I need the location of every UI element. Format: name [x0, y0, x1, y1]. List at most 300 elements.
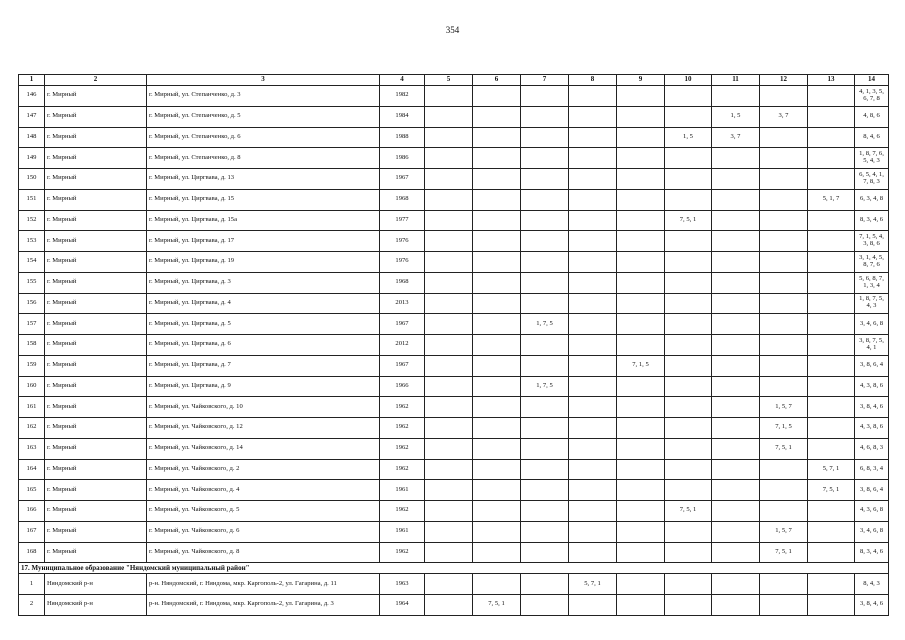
build-year: 1966	[380, 376, 425, 397]
work-period-col-8	[569, 542, 617, 563]
municipality: г. Мирный	[45, 189, 147, 210]
work-period-col-10	[665, 86, 712, 107]
work-period-col-5	[425, 542, 473, 563]
work-period-col-11	[712, 86, 760, 107]
municipality: г. Мирный	[45, 169, 147, 190]
row-number: 148	[19, 127, 45, 148]
column-header-11: 11	[712, 75, 760, 86]
address: г. Мирный, ул. Чайковского, д. 8	[147, 542, 380, 563]
table-row	[19, 459, 889, 480]
work-period-col-12	[760, 595, 808, 616]
address: г. Мирный, ул. Циргвава, д. 15	[147, 189, 380, 210]
build-year: 1986	[380, 148, 425, 169]
work-period-col-6	[473, 293, 521, 314]
address: г. Мирный, ул. Чайковского, д. 2	[147, 459, 380, 480]
work-period-col-10	[665, 574, 712, 595]
work-period-col-5	[425, 335, 473, 356]
row-number: 161	[19, 397, 45, 418]
row-number: 158	[19, 335, 45, 356]
work-period-col-6	[473, 335, 521, 356]
work-period-col-10	[665, 231, 712, 252]
work-period-col-7	[521, 355, 569, 376]
address: г. Мирный, ул. Циргвава, д. 4	[147, 293, 380, 314]
build-year: 1964	[380, 595, 425, 616]
work-period-col-8	[569, 231, 617, 252]
address: г. Мирный, ул. Циргвава, д. 6	[147, 335, 380, 356]
table-row	[19, 438, 889, 459]
work-period-col-14: 3, 8, 4, 6	[855, 397, 889, 418]
work-period-col-11: 3, 7	[712, 127, 760, 148]
build-year: 1962	[380, 418, 425, 439]
work-period-col-12	[760, 252, 808, 273]
work-period-col-11	[712, 574, 760, 595]
work-period-col-5	[425, 376, 473, 397]
work-period-col-5	[425, 252, 473, 273]
work-period-col-13	[808, 376, 855, 397]
work-period-col-9	[617, 542, 665, 563]
work-period-col-10	[665, 335, 712, 356]
work-period-col-12: 1, 5, 7	[760, 397, 808, 418]
work-period-col-13	[808, 521, 855, 542]
table-row	[19, 210, 889, 231]
work-period-col-8	[569, 272, 617, 293]
work-period-col-7	[521, 86, 569, 107]
work-period-col-9	[617, 148, 665, 169]
work-period-col-10	[665, 397, 712, 418]
work-period-col-6	[473, 574, 521, 595]
work-period-col-9	[617, 231, 665, 252]
column-header-5: 5	[425, 75, 473, 86]
work-period-col-11	[712, 501, 760, 522]
work-period-col-14: 6, 5, 4, 1, 7, 8, 3	[855, 169, 889, 190]
municipality: г. Мирный	[45, 501, 147, 522]
municipality: г. Мирный	[45, 293, 147, 314]
work-period-col-8	[569, 293, 617, 314]
work-period-col-7	[521, 574, 569, 595]
work-period-col-11: 1, 5	[712, 106, 760, 127]
work-period-col-6: 7, 5, 1	[473, 595, 521, 616]
work-period-col-12	[760, 86, 808, 107]
work-period-col-14: 5, 6, 8, 7, 1, 3, 4	[855, 272, 889, 293]
address: г. Мирный, ул. Циргвава, д. 17	[147, 231, 380, 252]
address: г. Мирный, ул. Чайковского, д. 12	[147, 418, 380, 439]
work-period-col-13	[808, 314, 855, 335]
page-number: 354	[445, 25, 460, 35]
table-row	[19, 480, 889, 501]
work-period-col-10	[665, 169, 712, 190]
work-period-col-9	[617, 210, 665, 231]
work-period-col-7	[521, 521, 569, 542]
column-header-3: 3	[147, 75, 380, 86]
work-period-col-8	[569, 521, 617, 542]
work-period-col-11	[712, 148, 760, 169]
build-year: 1976	[380, 252, 425, 273]
work-period-col-14: 3, 8, 4, 6	[855, 595, 889, 616]
work-period-col-13	[808, 418, 855, 439]
municipality: г. Мирный	[45, 355, 147, 376]
address: г. Мирный, ул. Циргвава, д. 3	[147, 272, 380, 293]
work-period-col-6	[473, 314, 521, 335]
municipality: г. Мирный	[45, 542, 147, 563]
municipality: г. Мирный	[45, 480, 147, 501]
work-period-col-14: 3, 4, 6, 8	[855, 314, 889, 335]
row-number: 165	[19, 480, 45, 501]
work-period-col-5	[425, 574, 473, 595]
work-period-col-10	[665, 355, 712, 376]
work-period-col-9	[617, 459, 665, 480]
work-period-col-11	[712, 231, 760, 252]
work-period-col-14: 3, 8, 6, 4	[855, 355, 889, 376]
section-row	[19, 563, 889, 574]
build-year: 1988	[380, 127, 425, 148]
address: г. Мирный, ул. Чайковского, д. 4	[147, 480, 380, 501]
address: р-н. Няндомский, г. Няндома, мкр. Каргополь-2, ул. Гагарина, д. 3	[147, 595, 380, 616]
municipality: г. Мирный	[45, 106, 147, 127]
table-row	[19, 376, 889, 397]
work-period-col-5	[425, 169, 473, 190]
row-number: 156	[19, 293, 45, 314]
table-row	[19, 252, 889, 273]
work-period-col-9	[617, 335, 665, 356]
build-year: 1961	[380, 521, 425, 542]
table-row	[19, 418, 889, 439]
work-period-col-11	[712, 252, 760, 273]
section-title: 17. Муниципальное образование "Няндомский муниципальный район"	[19, 563, 889, 574]
work-period-col-7	[521, 252, 569, 273]
row-number: 164	[19, 459, 45, 480]
municipality: Няндомский р-н	[45, 595, 147, 616]
build-year: 2012	[380, 335, 425, 356]
row-number: 147	[19, 106, 45, 127]
work-period-col-10	[665, 106, 712, 127]
work-period-col-6	[473, 355, 521, 376]
work-period-col-9	[617, 438, 665, 459]
work-period-col-11	[712, 335, 760, 356]
build-year: 2013	[380, 293, 425, 314]
build-year: 1962	[380, 438, 425, 459]
work-period-col-9	[617, 293, 665, 314]
work-period-col-8	[569, 480, 617, 501]
work-period-col-5	[425, 480, 473, 501]
work-period-col-7	[521, 127, 569, 148]
work-period-col-12: 3, 7	[760, 106, 808, 127]
work-period-col-10	[665, 595, 712, 616]
work-period-col-8	[569, 397, 617, 418]
work-period-col-10	[665, 418, 712, 439]
work-period-col-14: 8, 3, 4, 6	[855, 542, 889, 563]
work-period-col-8	[569, 595, 617, 616]
row-number: 166	[19, 501, 45, 522]
table-row	[19, 189, 889, 210]
row-number: 157	[19, 314, 45, 335]
work-period-col-6	[473, 438, 521, 459]
work-period-col-11	[712, 397, 760, 418]
work-period-col-8	[569, 210, 617, 231]
address: г. Мирный, ул. Чайковского, д. 6	[147, 521, 380, 542]
work-period-col-11	[712, 189, 760, 210]
work-period-col-6	[473, 86, 521, 107]
table-row	[19, 335, 889, 356]
work-period-col-13	[808, 595, 855, 616]
row-number: 1	[19, 574, 45, 595]
work-period-col-11	[712, 521, 760, 542]
work-period-col-12	[760, 501, 808, 522]
address: г. Мирный, ул. Циргвава, д. 9	[147, 376, 380, 397]
work-period-col-12	[760, 574, 808, 595]
municipality: г. Мирный	[45, 252, 147, 273]
work-period-col-7	[521, 169, 569, 190]
address: г. Мирный, ул. Степанченко, д. 8	[147, 148, 380, 169]
municipality: г. Мирный	[45, 376, 147, 397]
work-period-col-7	[521, 148, 569, 169]
work-period-col-5	[425, 86, 473, 107]
municipality: Няндомский р-н	[45, 574, 147, 595]
build-year: 1982	[380, 86, 425, 107]
work-period-col-13	[808, 210, 855, 231]
work-period-col-10	[665, 252, 712, 273]
column-header-9: 9	[617, 75, 665, 86]
build-year: 1962	[380, 397, 425, 418]
work-period-col-14: 1, 8, 7, 5, 4, 3	[855, 293, 889, 314]
column-header-13: 13	[808, 75, 855, 86]
work-period-col-12	[760, 355, 808, 376]
work-period-col-12	[760, 169, 808, 190]
work-period-col-8	[569, 335, 617, 356]
municipality: г. Мирный	[45, 86, 147, 107]
work-period-col-14: 3, 1, 4, 5, 8, 7, 6	[855, 252, 889, 273]
build-year: 1968	[380, 189, 425, 210]
row-number: 168	[19, 542, 45, 563]
work-period-col-11	[712, 314, 760, 335]
column-header-4: 4	[380, 75, 425, 86]
row-number: 2	[19, 595, 45, 616]
work-period-col-11	[712, 355, 760, 376]
work-period-col-9	[617, 501, 665, 522]
work-period-col-8	[569, 501, 617, 522]
work-period-col-8	[569, 438, 617, 459]
work-period-col-13	[808, 272, 855, 293]
work-period-col-12: 7, 5, 1	[760, 542, 808, 563]
work-period-col-14: 8, 4, 3	[855, 574, 889, 595]
municipality: г. Мирный	[45, 521, 147, 542]
work-period-col-14: 8, 3, 4, 6	[855, 210, 889, 231]
address: г. Мирный, ул. Циргвава, д. 15а	[147, 210, 380, 231]
work-period-col-12: 7, 5, 1	[760, 438, 808, 459]
work-period-col-5	[425, 293, 473, 314]
row-number: 162	[19, 418, 45, 439]
table-row	[19, 127, 889, 148]
work-period-col-14: 8, 4, 6	[855, 127, 889, 148]
work-period-col-11	[712, 272, 760, 293]
work-period-col-11	[712, 438, 760, 459]
work-period-col-14: 3, 4, 6, 8	[855, 521, 889, 542]
work-period-col-7	[521, 438, 569, 459]
work-period-col-7	[521, 231, 569, 252]
work-period-col-7	[521, 501, 569, 522]
housing-register-table	[18, 74, 889, 616]
work-period-col-7	[521, 210, 569, 231]
work-period-col-6	[473, 480, 521, 501]
work-period-col-8	[569, 376, 617, 397]
work-period-col-5	[425, 231, 473, 252]
work-period-col-8: 5, 7, 1	[569, 574, 617, 595]
work-period-col-11	[712, 210, 760, 231]
work-period-col-8	[569, 169, 617, 190]
work-period-col-6	[473, 376, 521, 397]
work-period-col-13	[808, 397, 855, 418]
work-period-col-8	[569, 355, 617, 376]
address: г. Мирный, ул. Степанченко, д. 5	[147, 106, 380, 127]
work-period-col-13: 5, 1, 7	[808, 189, 855, 210]
build-year: 1962	[380, 501, 425, 522]
work-period-col-8	[569, 106, 617, 127]
work-period-col-13: 7, 5, 1	[808, 480, 855, 501]
work-period-col-10	[665, 272, 712, 293]
work-period-col-11	[712, 595, 760, 616]
work-period-col-13	[808, 438, 855, 459]
work-period-col-9	[617, 480, 665, 501]
work-period-col-14: 4, 3, 8, 6	[855, 376, 889, 397]
build-year: 1962	[380, 542, 425, 563]
column-header-10: 10	[665, 75, 712, 86]
work-period-col-13	[808, 148, 855, 169]
work-period-col-11	[712, 459, 760, 480]
work-period-col-5	[425, 397, 473, 418]
work-period-col-11	[712, 376, 760, 397]
table-row	[19, 293, 889, 314]
work-period-col-6	[473, 189, 521, 210]
row-number: 150	[19, 169, 45, 190]
work-period-col-10	[665, 376, 712, 397]
work-period-col-7	[521, 459, 569, 480]
municipality: г. Мирный	[45, 127, 147, 148]
work-period-col-8	[569, 314, 617, 335]
work-period-col-9	[617, 418, 665, 439]
work-period-col-14: 7, 1, 5, 4, 3, 8, 6	[855, 231, 889, 252]
work-period-col-7	[521, 189, 569, 210]
work-period-col-12	[760, 148, 808, 169]
address: г. Мирный, ул. Циргвава, д. 7	[147, 355, 380, 376]
work-period-col-12	[760, 189, 808, 210]
work-period-col-10	[665, 438, 712, 459]
work-period-col-5	[425, 314, 473, 335]
work-period-col-8	[569, 189, 617, 210]
work-period-col-12: 7, 1, 5	[760, 418, 808, 439]
work-period-col-14: 6, 3, 4, 8	[855, 189, 889, 210]
work-period-col-8	[569, 148, 617, 169]
row-number: 163	[19, 438, 45, 459]
address: г. Мирный, ул. Степанченко, д. 6	[147, 127, 380, 148]
build-year: 1968	[380, 272, 425, 293]
work-period-col-10	[665, 459, 712, 480]
row-number: 154	[19, 252, 45, 273]
work-period-col-5	[425, 355, 473, 376]
work-period-col-11	[712, 480, 760, 501]
work-period-col-12	[760, 335, 808, 356]
work-period-col-6	[473, 148, 521, 169]
work-period-col-10	[665, 542, 712, 563]
work-period-col-6	[473, 459, 521, 480]
work-period-col-6	[473, 397, 521, 418]
work-period-col-6	[473, 169, 521, 190]
work-period-col-14: 4, 6, 8, 3	[855, 438, 889, 459]
work-period-col-6	[473, 501, 521, 522]
work-period-col-9	[617, 272, 665, 293]
row-number: 153	[19, 231, 45, 252]
work-period-col-12: 1, 5, 7	[760, 521, 808, 542]
work-period-col-10	[665, 314, 712, 335]
work-period-col-12	[760, 314, 808, 335]
build-year: 1967	[380, 169, 425, 190]
build-year: 1977	[380, 210, 425, 231]
work-period-col-13	[808, 231, 855, 252]
table-row	[19, 86, 889, 107]
work-period-col-9	[617, 127, 665, 148]
work-period-col-7	[521, 418, 569, 439]
table-row	[19, 397, 889, 418]
build-year: 1967	[380, 355, 425, 376]
work-period-col-8	[569, 252, 617, 273]
work-period-col-10	[665, 293, 712, 314]
table-row	[19, 574, 889, 595]
municipality: г. Мирный	[45, 335, 147, 356]
work-period-col-5	[425, 127, 473, 148]
municipality: г. Мирный	[45, 438, 147, 459]
address: г. Мирный, ул. Чайковского, д. 5	[147, 501, 380, 522]
municipality: г. Мирный	[45, 418, 147, 439]
work-period-col-6	[473, 272, 521, 293]
work-period-col-11	[712, 418, 760, 439]
row-number: 151	[19, 189, 45, 210]
work-period-col-7	[521, 480, 569, 501]
work-period-col-5	[425, 501, 473, 522]
work-period-col-12	[760, 127, 808, 148]
address: г. Мирный, ул. Чайковского, д. 10	[147, 397, 380, 418]
table-row	[19, 148, 889, 169]
table-row	[19, 501, 889, 522]
build-year: 1961	[380, 480, 425, 501]
work-period-col-13	[808, 86, 855, 107]
work-period-col-14: 4, 1, 3, 5, 6, 7, 8	[855, 86, 889, 107]
work-period-col-5	[425, 272, 473, 293]
column-header-2: 2	[45, 75, 147, 86]
work-period-col-9	[617, 574, 665, 595]
row-number: 160	[19, 376, 45, 397]
work-period-col-13	[808, 335, 855, 356]
table-row	[19, 272, 889, 293]
address: г. Мирный, ул. Циргвава, д. 13	[147, 169, 380, 190]
work-period-col-5	[425, 438, 473, 459]
work-period-col-13	[808, 169, 855, 190]
column-header-6: 6	[473, 75, 521, 86]
work-period-col-5	[425, 521, 473, 542]
address: г. Мирный, ул. Циргвава, д. 5	[147, 314, 380, 335]
work-period-col-13	[808, 127, 855, 148]
work-period-col-13	[808, 542, 855, 563]
municipality: г. Мирный	[45, 272, 147, 293]
work-period-col-6	[473, 106, 521, 127]
work-period-col-6	[473, 252, 521, 273]
work-period-col-7	[521, 293, 569, 314]
column-header-1: 1	[19, 75, 45, 86]
work-period-col-13: 5, 7, 1	[808, 459, 855, 480]
row-number: 146	[19, 86, 45, 107]
work-period-col-10	[665, 521, 712, 542]
municipality: г. Мирный	[45, 210, 147, 231]
work-period-col-12	[760, 272, 808, 293]
build-year: 1967	[380, 314, 425, 335]
work-period-col-9	[617, 397, 665, 418]
